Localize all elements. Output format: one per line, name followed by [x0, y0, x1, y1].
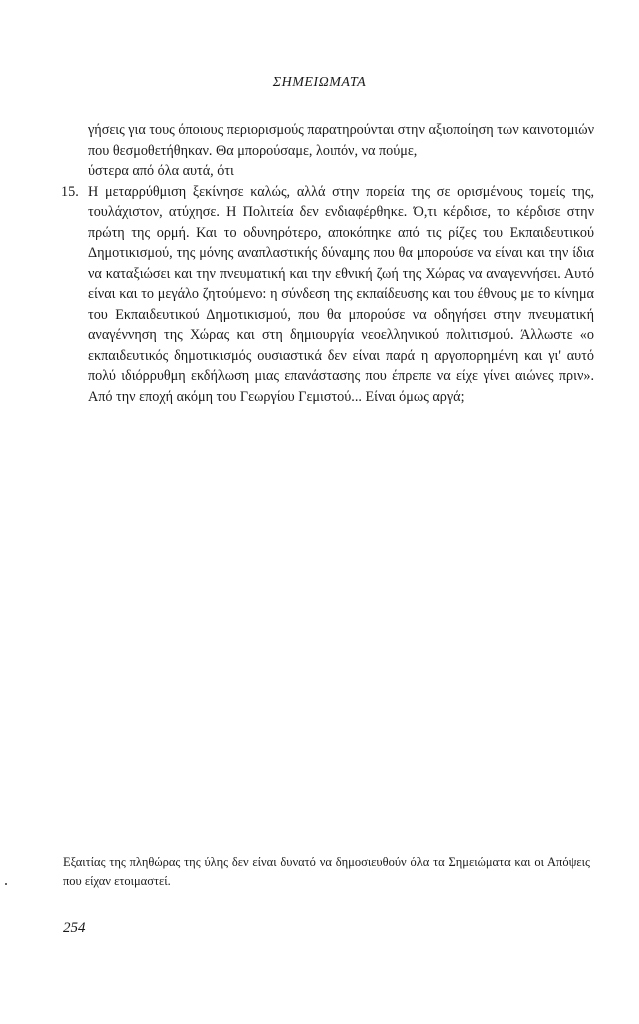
running-header: ΣΗΜΕΙΩΜΑΤΑ: [272, 75, 367, 90]
page-number: 254: [63, 920, 86, 936]
notes-body: [61, 120, 594, 407]
note-text: Η μεταρρύθμιση ξεκίνησε καλώς, αλλά στην πορεία της σε ορισμένους τομείς της, τουλάχιστον, ατύχησε. Η Πολιτεία δεν ενδιαφέρθηκε. Ό,τι κέρδισε, το κέρδισε στην πρώτη της ορμή. Και το οδυνηρότερο, αποκόπηκε από τις ρίζες του Εκπαιδευτικού Δημοτικισμού, της μόνης αναπλαστικής δύναμης που θα μπορούσε να είναι και την ίδια να καταξιώσει και την πνευματική και την εθνική ζωή της Χώρας να αναγεννήσει. Αυτό είναι και το μεγάλο ζητούμενο: η σύνδεση της εκπαίδευσης και του έθνους με το κίνημα του Εκπαιδευτικού Δημοτικισμού, που θα μπορούσε να οδηγήσει στην πνευματική αναγέννηση της Χώρας και στη δημιουργία νεοελληνικού πολιτισμού. Άλλωστε «ο εκπαιδευτικός δημοτικισμός ουσιαστικά δεν είναι παρά η αργοπορημένη και γι' αυτό πολύ ιδιόρρυθμη εκδήλωση μιας επανάστασης που έπρεπε να είχε γίνει αιώνες πριν». Από την εποχή ακόμη του Γεωργίου Γεμιστού... Είναι όμως αργά;: [88, 183, 594, 405]
scan-speck: [5, 883, 7, 885]
continued-paragraph-last-line: ύστερα από όλα αυτά, ότι: [88, 163, 234, 179]
note-number: 15.: [61, 183, 79, 200]
continued-paragraph-text: γήσεις για τους όποιους περιορισμούς παρατηρούνται στην αξιοποίηση των καινοτομιών που θεσμοθετήθηκαν. Θα μπορούσαμε, λοιπόν, να πούμε,: [88, 122, 594, 159]
footer-note: Εξαιτίας της πληθώρας της ύλης δεν είναι δυνατό να δημοσιευθούν όλα τα Σημειώματα και οι Απόψεις που είχαν ετοιμαστεί.: [63, 855, 590, 888]
note-15: [61, 182, 594, 408]
continued-paragraph: [88, 120, 594, 182]
